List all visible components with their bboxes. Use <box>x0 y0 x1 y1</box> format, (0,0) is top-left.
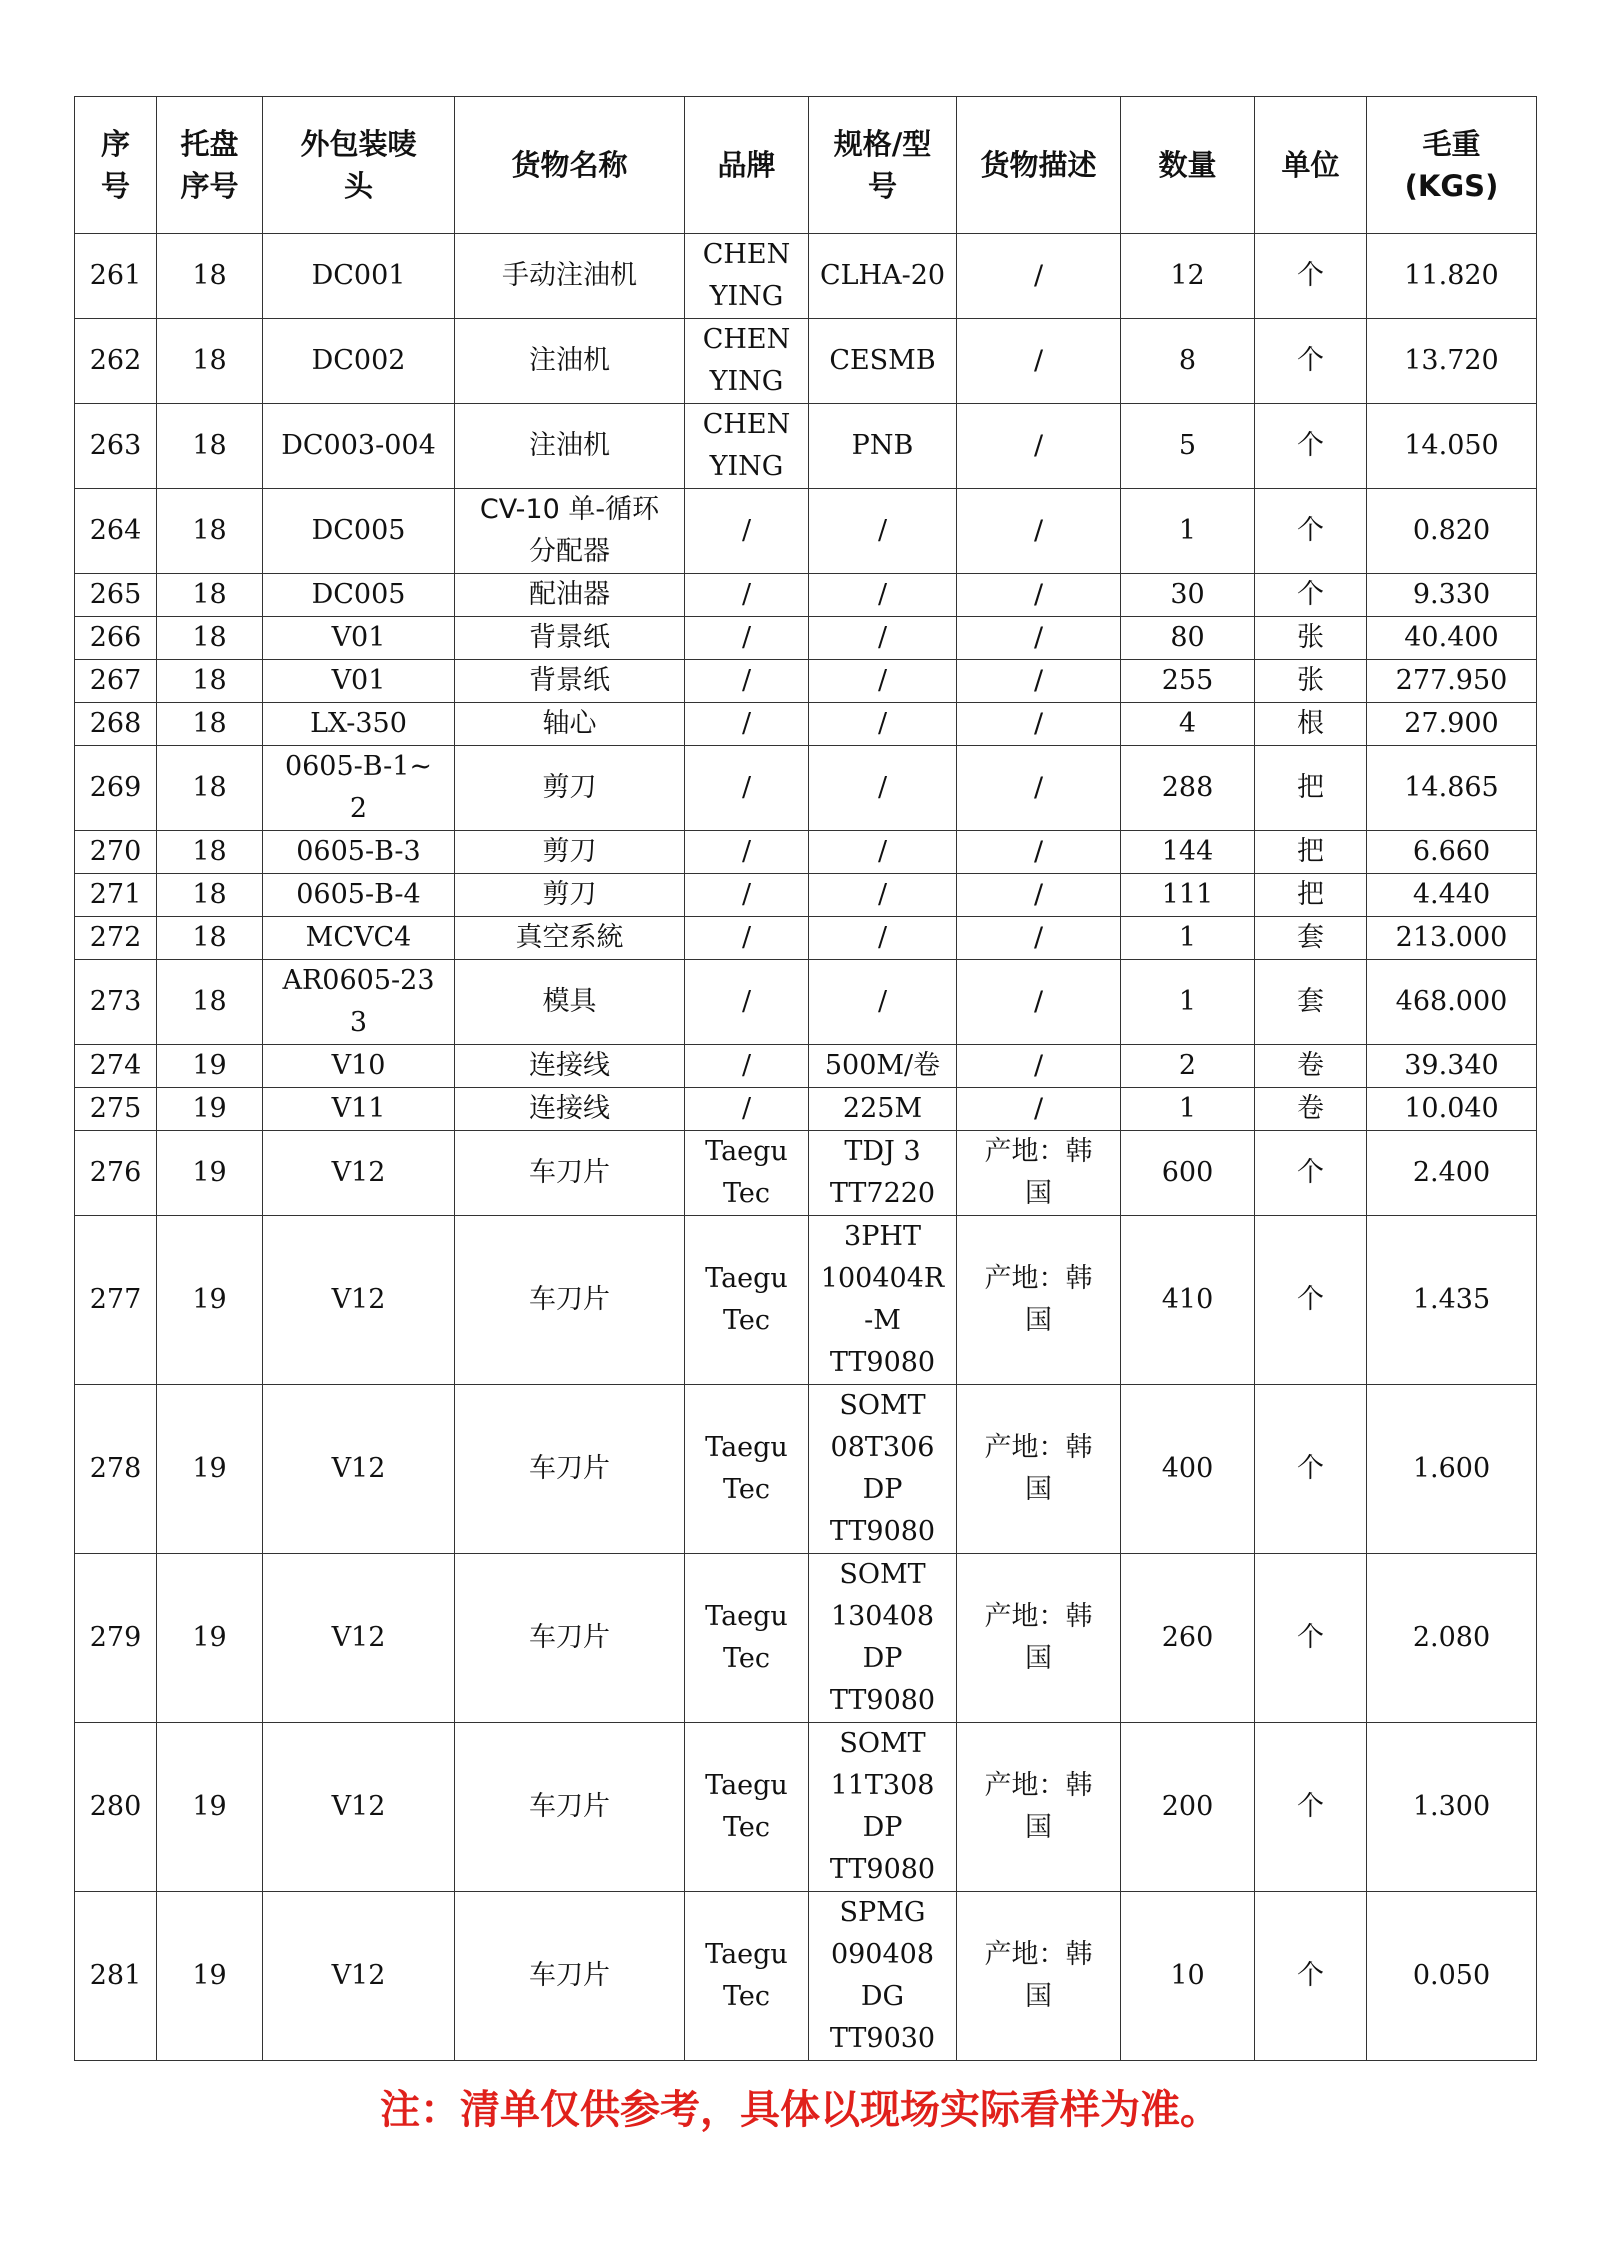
cell-qty: 5 <box>1121 404 1255 489</box>
cell-mark: V12 <box>263 1385 455 1554</box>
cell-qty: 10 <box>1121 1892 1255 2061</box>
header-cell: 托盘 序号 <box>157 97 263 234</box>
table-row <box>75 617 1537 660</box>
cell-unit: 个 <box>1255 234 1367 319</box>
cell-spec: SOMT 08T306 DP TT9080 <box>809 1385 957 1554</box>
cell-desc: / <box>957 831 1121 874</box>
cell-seq: 264 <box>75 489 157 574</box>
cell-goods-name: 背景纸 <box>455 660 685 703</box>
cell-goods-name: 真空系統 <box>455 917 685 960</box>
cell-goods-name: 剪刀 <box>455 746 685 831</box>
cell-spec: CESMB <box>809 319 957 404</box>
cell-weight: 0.820 <box>1367 489 1537 574</box>
cell-pallet: 18 <box>157 874 263 917</box>
cell-goods-name: 手动注油机 <box>455 234 685 319</box>
cell-spec: / <box>809 660 957 703</box>
cell-weight: 1.600 <box>1367 1385 1537 1554</box>
table-row <box>75 489 1537 574</box>
table-row <box>75 874 1537 917</box>
cell-goods-name: 剪刀 <box>455 831 685 874</box>
cell-brand: Taegu Tec <box>685 1131 809 1216</box>
cell-spec: SOMT 11T308 DP TT9080 <box>809 1723 957 1892</box>
cell-desc: / <box>957 660 1121 703</box>
cell-qty: 8 <box>1121 319 1255 404</box>
cell-seq: 271 <box>75 874 157 917</box>
cell-weight: 213.000 <box>1367 917 1537 960</box>
cell-desc: / <box>957 319 1121 404</box>
cell-desc: / <box>957 617 1121 660</box>
cell-spec: / <box>809 874 957 917</box>
cell-seq: 278 <box>75 1385 157 1554</box>
cell-weight: 0.050 <box>1367 1892 1537 2061</box>
cell-pallet: 18 <box>157 917 263 960</box>
cell-weight: 9.330 <box>1367 574 1537 617</box>
cell-seq: 265 <box>75 574 157 617</box>
cell-weight: 39.340 <box>1367 1045 1537 1088</box>
cell-qty: 260 <box>1121 1554 1255 1723</box>
cell-weight: 4.440 <box>1367 874 1537 917</box>
table-row <box>75 574 1537 617</box>
cell-pallet: 19 <box>157 1216 263 1385</box>
cell-pallet: 19 <box>157 1554 263 1723</box>
cell-seq: 261 <box>75 234 157 319</box>
table-row <box>75 1131 1537 1216</box>
header-cell: 数量 <box>1121 97 1255 234</box>
cell-spec: / <box>809 831 957 874</box>
cell-qty: 255 <box>1121 660 1255 703</box>
cell-desc: / <box>957 489 1121 574</box>
cell-seq: 266 <box>75 617 157 660</box>
cell-weight: 14.865 <box>1367 746 1537 831</box>
cell-brand: / <box>685 660 809 703</box>
cell-seq: 272 <box>75 917 157 960</box>
cell-desc: / <box>957 1045 1121 1088</box>
cell-brand: / <box>685 1088 809 1131</box>
cell-qty: 410 <box>1121 1216 1255 1385</box>
cell-brand: CHEN YING <box>685 234 809 319</box>
cell-goods-name: 车刀片 <box>455 1131 685 1216</box>
cell-mark: AR0605-23 3 <box>263 960 455 1045</box>
cell-brand: / <box>685 831 809 874</box>
cell-spec: 225M <box>809 1088 957 1131</box>
cell-seq: 273 <box>75 960 157 1045</box>
cell-pallet: 18 <box>157 831 263 874</box>
cell-brand: Taegu Tec <box>685 1385 809 1554</box>
cell-goods-name: 车刀片 <box>455 1216 685 1385</box>
cell-qty: 1 <box>1121 960 1255 1045</box>
cell-desc: 产地：韩 国 <box>957 1385 1121 1554</box>
cell-goods-name: 注油机 <box>455 404 685 489</box>
cell-brand: Taegu Tec <box>685 1216 809 1385</box>
cell-pallet: 19 <box>157 1892 263 2061</box>
cell-desc: 产地：韩 国 <box>957 1892 1121 2061</box>
cell-desc: 产地：韩 国 <box>957 1554 1121 1723</box>
cell-desc: / <box>957 746 1121 831</box>
cell-pallet: 19 <box>157 1131 263 1216</box>
cell-pallet: 18 <box>157 489 263 574</box>
cell-qty: 30 <box>1121 574 1255 617</box>
cell-weight: 40.400 <box>1367 617 1537 660</box>
cell-mark: DC002 <box>263 319 455 404</box>
cell-goods-name: 车刀片 <box>455 1892 685 2061</box>
cell-mark: 0605-B-4 <box>263 874 455 917</box>
cell-spec: SPMG 090408 DG TT9030 <box>809 1892 957 2061</box>
cell-pallet: 19 <box>157 1045 263 1088</box>
cell-desc: / <box>957 874 1121 917</box>
cell-seq: 281 <box>75 1892 157 2061</box>
cell-unit: 套 <box>1255 960 1367 1045</box>
header-cell: 毛重 (KGS) <box>1367 97 1537 234</box>
cell-spec: / <box>809 746 957 831</box>
header-cell: 外包装唛 头 <box>263 97 455 234</box>
cell-mark: V12 <box>263 1554 455 1723</box>
cell-qty: 1 <box>1121 1088 1255 1131</box>
cell-pallet: 18 <box>157 319 263 404</box>
cell-pallet: 18 <box>157 660 263 703</box>
table-row <box>75 1385 1537 1554</box>
cell-goods-name: 车刀片 <box>455 1554 685 1723</box>
cell-goods-name: 模具 <box>455 960 685 1045</box>
cell-desc: 产地：韩 国 <box>957 1216 1121 1385</box>
cell-pallet: 18 <box>157 703 263 746</box>
cell-mark: MCVC4 <box>263 917 455 960</box>
cell-brand: / <box>685 960 809 1045</box>
cell-unit: 个 <box>1255 1554 1367 1723</box>
header-cell: 序 号 <box>75 97 157 234</box>
cell-seq: 275 <box>75 1088 157 1131</box>
cell-mark: V12 <box>263 1892 455 2061</box>
cell-brand: / <box>685 617 809 660</box>
cell-brand: CHEN YING <box>685 404 809 489</box>
header-cell: 规格/型 号 <box>809 97 957 234</box>
cell-weight: 277.950 <box>1367 660 1537 703</box>
cell-pallet: 19 <box>157 1385 263 1554</box>
cell-qty: 400 <box>1121 1385 1255 1554</box>
cell-pallet: 18 <box>157 746 263 831</box>
table-row <box>75 404 1537 489</box>
cell-weight: 13.720 <box>1367 319 1537 404</box>
cell-qty: 200 <box>1121 1723 1255 1892</box>
table-row <box>75 1216 1537 1385</box>
cell-unit: 把 <box>1255 874 1367 917</box>
cell-pallet: 18 <box>157 234 263 319</box>
cell-pallet: 18 <box>157 617 263 660</box>
table-header-row <box>75 97 1537 234</box>
table-row <box>75 960 1537 1045</box>
cell-weight: 11.820 <box>1367 234 1537 319</box>
cell-goods-name: 车刀片 <box>455 1385 685 1554</box>
cell-seq: 274 <box>75 1045 157 1088</box>
cell-weight: 468.000 <box>1367 960 1537 1045</box>
cell-unit: 个 <box>1255 1131 1367 1216</box>
cell-spec: SOMT 130408 DP TT9080 <box>809 1554 957 1723</box>
cell-pallet: 18 <box>157 404 263 489</box>
cell-spec: TDJ 3 TT7220 <box>809 1131 957 1216</box>
cell-weight: 14.050 <box>1367 404 1537 489</box>
cell-unit: 个 <box>1255 1385 1367 1554</box>
cell-weight: 10.040 <box>1367 1088 1537 1131</box>
cell-mark: DC003-004 <box>263 404 455 489</box>
cell-weight: 1.435 <box>1367 1216 1537 1385</box>
cell-unit: 卷 <box>1255 1088 1367 1131</box>
table-row <box>75 746 1537 831</box>
cell-goods-name: 车刀片 <box>455 1723 685 1892</box>
cell-unit: 个 <box>1255 1216 1367 1385</box>
cell-mark: 0605-B-3 <box>263 831 455 874</box>
cell-brand: Taegu Tec <box>685 1554 809 1723</box>
cell-spec: / <box>809 917 957 960</box>
cell-mark: V01 <box>263 617 455 660</box>
cell-desc: / <box>957 960 1121 1045</box>
cell-desc: / <box>957 917 1121 960</box>
cell-spec: / <box>809 574 957 617</box>
cell-weight: 27.900 <box>1367 703 1537 746</box>
cell-qty: 1 <box>1121 917 1255 960</box>
cell-goods-name: 配油器 <box>455 574 685 617</box>
goods-list-table <box>74 96 1537 2061</box>
cell-spec: / <box>809 960 957 1045</box>
cell-spec: / <box>809 703 957 746</box>
cell-weight: 6.660 <box>1367 831 1537 874</box>
cell-mark: DC001 <box>263 234 455 319</box>
cell-unit: 张 <box>1255 660 1367 703</box>
cell-pallet: 19 <box>157 1723 263 1892</box>
cell-seq: 268 <box>75 703 157 746</box>
cell-spec: / <box>809 617 957 660</box>
cell-mark: V12 <box>263 1131 455 1216</box>
cell-unit: 个 <box>1255 1723 1367 1892</box>
header-cell: 品牌 <box>685 97 809 234</box>
cell-spec: / <box>809 489 957 574</box>
cell-desc: / <box>957 404 1121 489</box>
cell-mark: V12 <box>263 1216 455 1385</box>
cell-goods-name: 背景纸 <box>455 617 685 660</box>
table-row <box>75 1045 1537 1088</box>
cell-unit: 套 <box>1255 917 1367 960</box>
cell-qty: 2 <box>1121 1045 1255 1088</box>
header-cell: 货物描述 <box>957 97 1121 234</box>
cell-goods-name: 轴心 <box>455 703 685 746</box>
cell-desc: 产地：韩 国 <box>957 1723 1121 1892</box>
cell-unit: 个 <box>1255 404 1367 489</box>
cell-goods-name: 连接线 <box>455 1088 685 1131</box>
cell-brand: Taegu Tec <box>685 1723 809 1892</box>
table-row <box>75 917 1537 960</box>
header-cell: 单位 <box>1255 97 1367 234</box>
cell-qty: 288 <box>1121 746 1255 831</box>
cell-mark: V12 <box>263 1723 455 1892</box>
cell-seq: 280 <box>75 1723 157 1892</box>
cell-mark: DC005 <box>263 574 455 617</box>
cell-unit: 把 <box>1255 746 1367 831</box>
cell-qty: 111 <box>1121 874 1255 917</box>
table-row <box>75 1892 1537 2061</box>
cell-mark: V10 <box>263 1045 455 1088</box>
cell-spec: 3PHT 100404R -M TT9080 <box>809 1216 957 1385</box>
cell-weight: 1.300 <box>1367 1723 1537 1892</box>
cell-weight: 2.080 <box>1367 1554 1537 1723</box>
cell-seq: 262 <box>75 319 157 404</box>
table-row <box>75 234 1537 319</box>
cell-qty: 12 <box>1121 234 1255 319</box>
cell-unit: 张 <box>1255 617 1367 660</box>
table-row <box>75 319 1537 404</box>
cell-seq: 277 <box>75 1216 157 1385</box>
cell-desc: / <box>957 1088 1121 1131</box>
cell-unit: 卷 <box>1255 1045 1367 1088</box>
cell-brand: Taegu Tec <box>685 1892 809 2061</box>
cell-goods-name: 连接线 <box>455 1045 685 1088</box>
cell-goods-name: 注油机 <box>455 319 685 404</box>
header-cell: 货物名称 <box>455 97 685 234</box>
cell-qty: 600 <box>1121 1131 1255 1216</box>
cell-mark: V11 <box>263 1088 455 1131</box>
cell-unit: 个 <box>1255 489 1367 574</box>
cell-mark: LX-350 <box>263 703 455 746</box>
cell-unit: 把 <box>1255 831 1367 874</box>
cell-desc: 产地：韩 国 <box>957 1131 1121 1216</box>
cell-seq: 263 <box>75 404 157 489</box>
table-row <box>75 703 1537 746</box>
cell-pallet: 18 <box>157 574 263 617</box>
cell-unit: 根 <box>1255 703 1367 746</box>
cell-pallet: 18 <box>157 960 263 1045</box>
cell-spec: 500M/卷 <box>809 1045 957 1088</box>
cell-qty: 4 <box>1121 703 1255 746</box>
cell-weight: 2.400 <box>1367 1131 1537 1216</box>
cell-qty: 80 <box>1121 617 1255 660</box>
cell-unit: 个 <box>1255 1892 1367 2061</box>
cell-brand: / <box>685 917 809 960</box>
cell-seq: 269 <box>75 746 157 831</box>
cell-brand: / <box>685 874 809 917</box>
cell-goods-name: 剪刀 <box>455 874 685 917</box>
footnote: 注：清单仅供参考，具体以现场实际看样为准。 <box>380 2087 1220 2133</box>
cell-mark: V01 <box>263 660 455 703</box>
cell-seq: 267 <box>75 660 157 703</box>
cell-qty: 1 <box>1121 489 1255 574</box>
cell-desc: / <box>957 703 1121 746</box>
cell-brand: CHEN YING <box>685 319 809 404</box>
cell-desc: / <box>957 574 1121 617</box>
cell-brand: / <box>685 574 809 617</box>
cell-seq: 270 <box>75 831 157 874</box>
cell-seq: 276 <box>75 1131 157 1216</box>
cell-qty: 144 <box>1121 831 1255 874</box>
cell-spec: PNB <box>809 404 957 489</box>
table-row <box>75 831 1537 874</box>
table-row <box>75 1088 1537 1131</box>
cell-spec: CLHA-20 <box>809 234 957 319</box>
cell-brand: / <box>685 746 809 831</box>
table-row <box>75 1554 1537 1723</box>
cell-brand: / <box>685 703 809 746</box>
cell-mark: 0605-B-1~ 2 <box>263 746 455 831</box>
cell-brand: / <box>685 489 809 574</box>
cell-unit: 个 <box>1255 319 1367 404</box>
cell-goods-name: CV-10 单-循环 分配器 <box>455 489 685 574</box>
cell-desc: / <box>957 234 1121 319</box>
cell-mark: DC005 <box>263 489 455 574</box>
table-row <box>75 660 1537 703</box>
table-row <box>75 1723 1537 1892</box>
cell-brand: / <box>685 1045 809 1088</box>
cell-seq: 279 <box>75 1554 157 1723</box>
cell-pallet: 19 <box>157 1088 263 1131</box>
cell-unit: 个 <box>1255 574 1367 617</box>
